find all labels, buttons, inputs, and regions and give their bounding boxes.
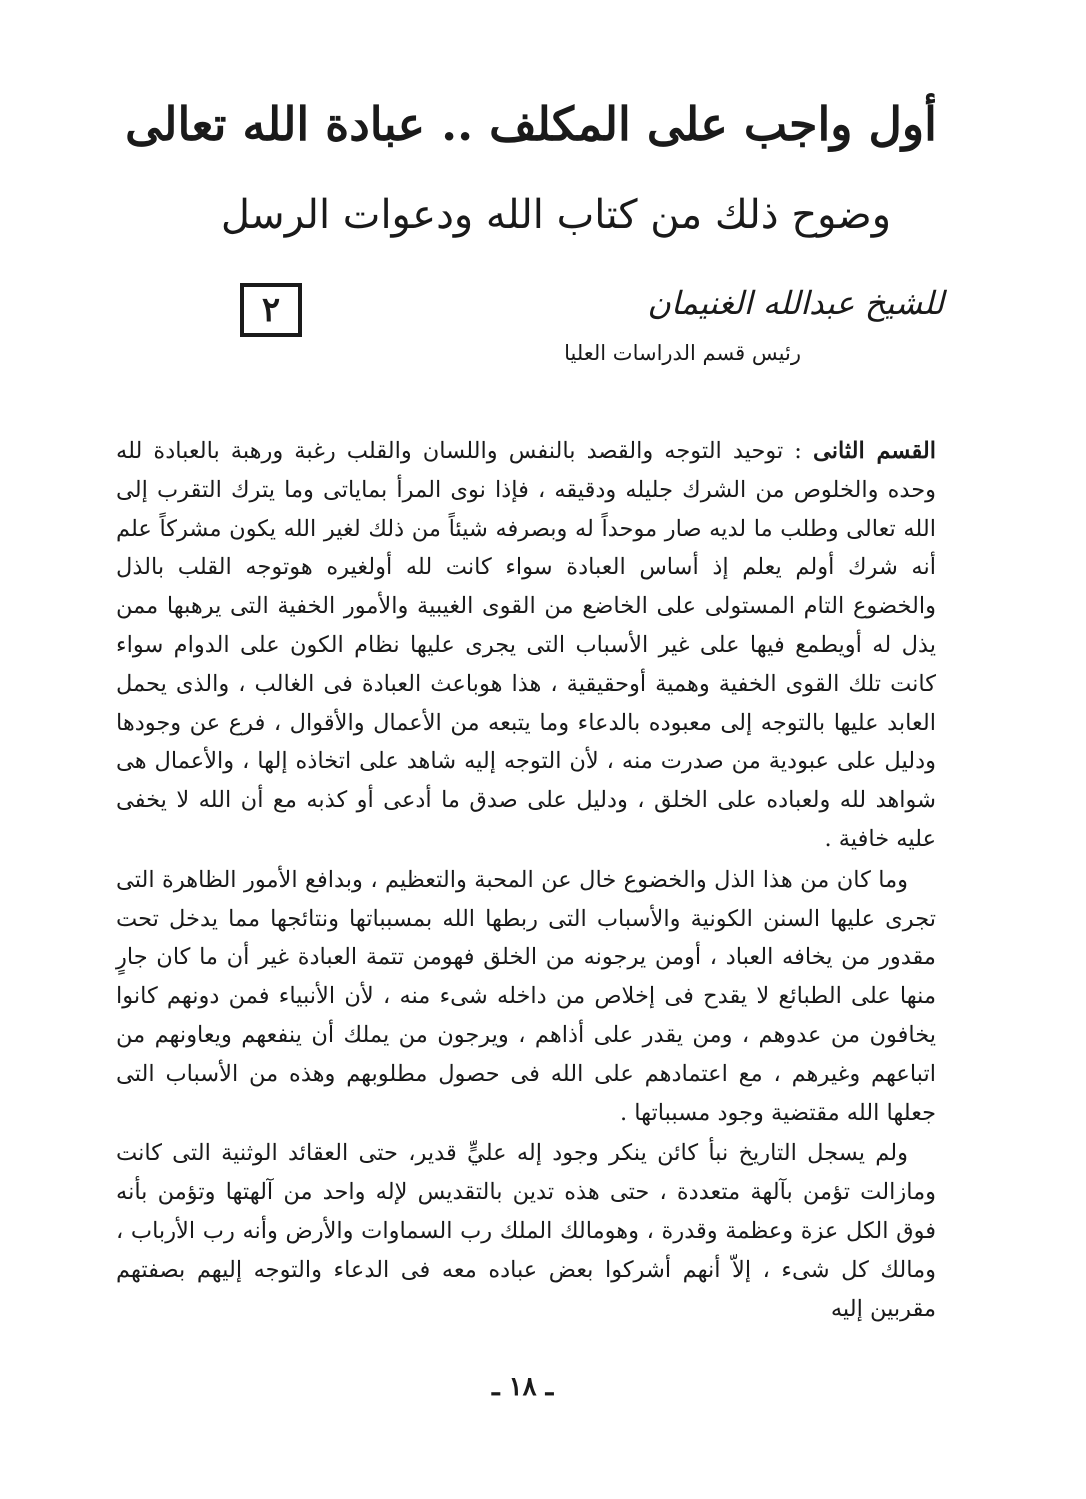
section-label: القسم الثانى	[812, 438, 936, 464]
paragraph-text: : توحيد التوجه والقصد بالنفس واللسان والقلب رغبة ورهبة بالعبادة لله وحده والخلوص من الشرك جليله ودقيقه ، فإذا نوى المرأ بماياتى وما يترك التقرب إلى الله تعالى وطلب ما لديه صار موحداً له وبصرفه شيئاً من ذلك لغير الله يكون مشركاً علم أنه شرك أولم يعلم إذ أساس العبادة سواء كانت لله أولغيره هوتوجه القلب بالذل والخضوع التام المستولى على الخاضع من القوى الغيبية والأمور الخفية التى يرهبها ممن يذل له أويطمع فيها على غير الأسباب التى يجرى عليها نظام الكون على الدوام سواء كانت تلك القوى الخفية وهمية أوحقيقية ، هذا هوباعث العبادة فى الغالب ، والذى يحمل العابد عليها بالتوجه إلى معبوده بالدعاء وما يتبعه من الأعمال والأقوال ، فرع عن وجودها ودليل على عبودية من صدرت منه ، لأن التوجه إليه شاهد على اتخاذه إلها ، والأعمال هى شواهد لله ولعباده على الخلق ، ودليل على صدق ما أدعى أو كذبه مع أن الله لا يخفى عليه خافية .	[116, 438, 936, 852]
part-number-box: ٢	[240, 283, 302, 337]
article-body	[116, 432, 936, 1330]
paragraph-text: وما كان من هذا الذل والخضوع خال عن المحبة والتعظيم ، وبدافع الأمور الظاهرة التى تجرى عليها السنن الكونية والأسباب التى ربطها الله بمسبباتها ونتائجها مما يدخل تحت مقدور من يخافه العباد ، أومن يرجونه من الخلق فهومن تتمة العبادة غير أن ما كان جارٍ منها على الطبائع لا يقدح فى إخلاص من داخله شىء منه ، لأن الأنبياء فمن دونهم كانوا يخافون من عدوهم ، ومن يقدر على أذاهم ، ويرجون من يملك أن ينفعهم ويعاونهم من اتباعهم وغيرهم ، مع اعتمادهم على الله فى حصول مطلوبهم وهذه من الأسباب التى جعلها الله مقتضية وجود مسبباتها .	[116, 866, 936, 1126]
paragraph-1	[116, 432, 936, 859]
page-number: ـ ١٨ ـ	[492, 1372, 554, 1402]
paragraph-2	[116, 861, 936, 1133]
page-title: أول واجب على المكلف .. عبادة الله تعالى	[125, 97, 937, 151]
author-name: للشيخ عبدالله الغنيمان	[647, 284, 944, 322]
author-role: رئيس قسم الدراسات العليا	[564, 341, 801, 365]
paragraph-3	[116, 1134, 936, 1328]
paragraph-text: ولم يسجل التاريخ نبأ كائن ينكر وجود إله عليٍّ قدير، حتى العقائد الوثنية التى كانت ومازالت تؤمن بآلهة متعددة ، حتى هذه تدين بالتقديس لإله واحد من آلهتها وتؤمن بأنه فوق الكل عزة وعظمة وقدرة ، وهومالك الملك رب السماوات والأرض وأنه رب الأرباب ، ومالك كل شىء ، إلاّ أنهم أشركوا بعض عباده معه فى الدعاء والتوجه إليهم بصفتهم مقربين إليه	[116, 1140, 936, 1322]
page-subtitle: وضوح ذلك من كتاب الله ودعوات الرسل	[220, 192, 892, 238]
